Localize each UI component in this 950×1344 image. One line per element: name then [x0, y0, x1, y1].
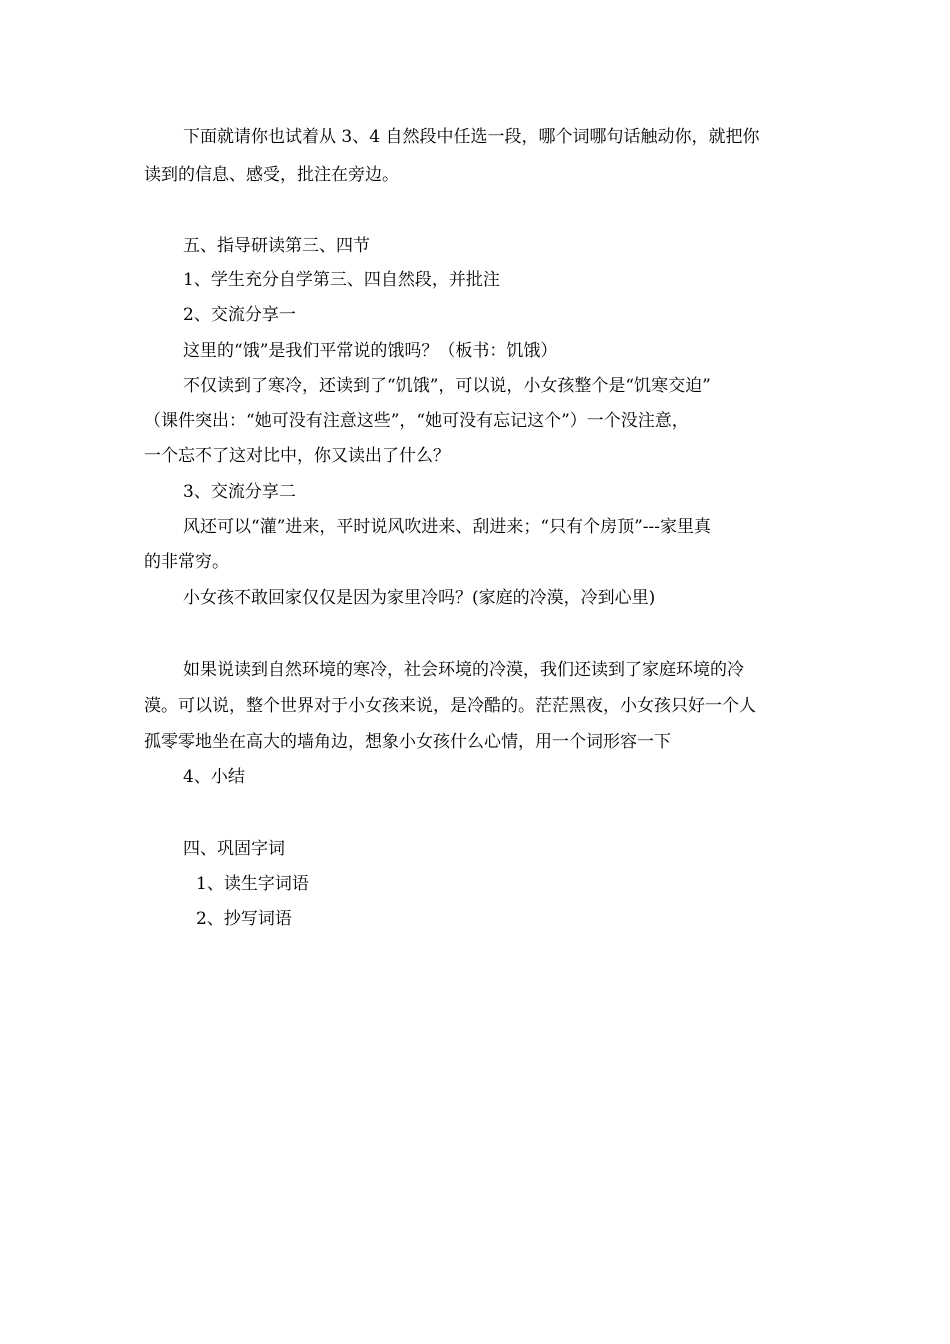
paragraph-line: 的非常穷。 — [144, 552, 229, 572]
paragraph-line: 小女孩不敢回家仅仅是因为家里冷吗？(家庭的冷漠，冷到心里) — [183, 588, 656, 608]
section-heading: 四、巩固字词 — [183, 839, 285, 859]
paragraph-line: 孤零零地坐在高大的墙角边，想象小女孩什么心情，用一个词形容一下 — [144, 732, 671, 752]
paragraph-line: 这里的“饿”是我们平常说的饿吗？（板书：饥饿） — [183, 341, 558, 361]
list-item: 2、抄写词语 — [196, 909, 292, 929]
paragraph-line: 不仅读到了寒冷，还读到了“饥饿”，可以说，小女孩整个是“饥寒交迫” — [183, 376, 711, 396]
list-item: 2、交流分享一 — [183, 305, 296, 325]
section-heading: 五、指导研读第三、四节 — [183, 236, 370, 256]
paragraph-line: 下面就请你也试着从 3、4 自然段中任选一段，哪个词哪句话触动你，就把你 — [183, 127, 760, 147]
list-item: 1、读生字词语 — [196, 874, 309, 894]
list-item: 4、小结 — [183, 767, 245, 787]
paragraph-line: 一个忘不了这对比中，你又读出了什么？ — [144, 446, 450, 466]
list-item: 3、交流分享二 — [183, 482, 296, 502]
list-item: 1、学生充分自学第三、四自然段，并批注 — [183, 270, 500, 290]
paragraph-line: （课件突出：“她可没有注意这些”，“她可没有忘记这个”）一个没注意， — [144, 411, 689, 431]
paragraph-line: 读到的信息、感受，批注在旁边。 — [144, 165, 399, 185]
paragraph-line: 漠。可以说，整个世界对于小女孩来说，是冷酷的。茫茫黑夜，小女孩只好一个人 — [144, 696, 756, 716]
paragraph-line: 如果说读到自然环境的寒冷，社会环境的冷漠，我们还读到了家庭环境的冷 — [183, 660, 744, 680]
paragraph-line: 风还可以“灌”进来，平时说风吹进来、刮进来；“只有个房顶”---家里真 — [183, 517, 711, 537]
